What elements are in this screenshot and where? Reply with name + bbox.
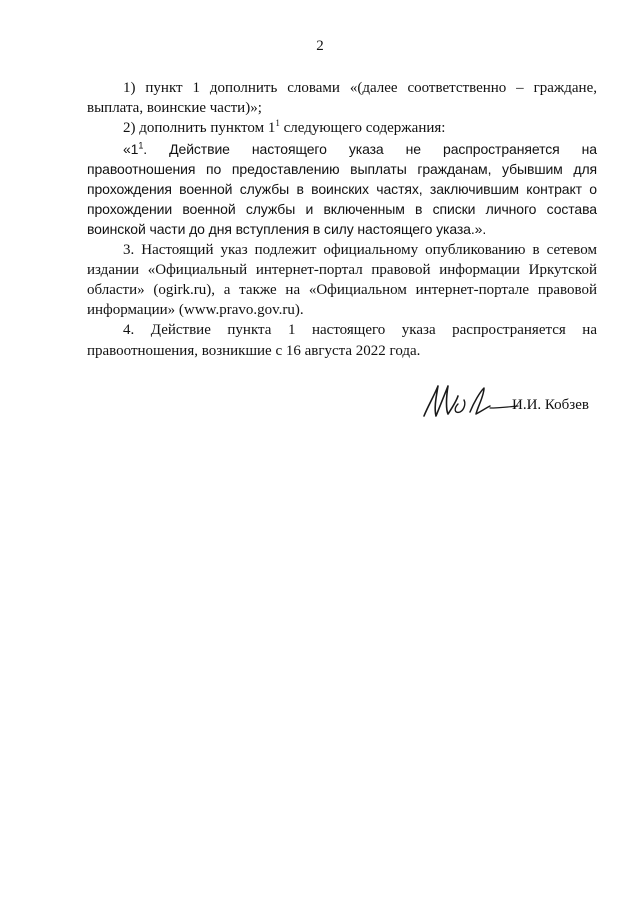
paragraph-effective-date: 4. Действие пункта 1 настоящего указа распространяется на правоотношения, возникшие с 16 августа 2022 года. [87, 322, 597, 359]
paragraph-quoted-clause [87, 139, 597, 240]
document-body [87, 78, 597, 361]
superscript-index: 1 [138, 139, 144, 150]
paragraph-amendment-2 [87, 118, 597, 138]
signature-block [418, 378, 618, 428]
paragraph-amendment-2-tail: следующего содержания: [279, 120, 446, 137]
paragraph-publication: 3. Настоящий указ подлежит официальному опубликованию в сетевом издании «Официальный интернет-портал правовой информации Иркутской области» (ogirk.ru), а также на «Официальном интернет-портале правовой информации» (www.pravo.gov.ru). [87, 241, 597, 319]
paragraph-amendment-1: 1) пункт 1 дополнить словами «(далее соответственно – граждане, выплата, воинские части)»; [87, 80, 597, 117]
quoted-clause-number: «1 [123, 140, 139, 157]
superscript-index: 1 [275, 118, 280, 129]
paragraph-amendment-2-text: 2) дополнить пунктом 1 [123, 120, 276, 137]
page-number: 2 [316, 38, 324, 54]
signer-name: И.И. Кобзев [512, 397, 589, 413]
quoted-clause-text: . Действие настоящего указа не распространяется на правоотношения по предоставлению выплаты гражданам, убывшим для прохождения военной службы в воинских частях, заключившим контракт о прохождении военной службы и включенным в списки личного состава воинской части до дня вступления в силу настоящего указа.». [87, 140, 597, 238]
